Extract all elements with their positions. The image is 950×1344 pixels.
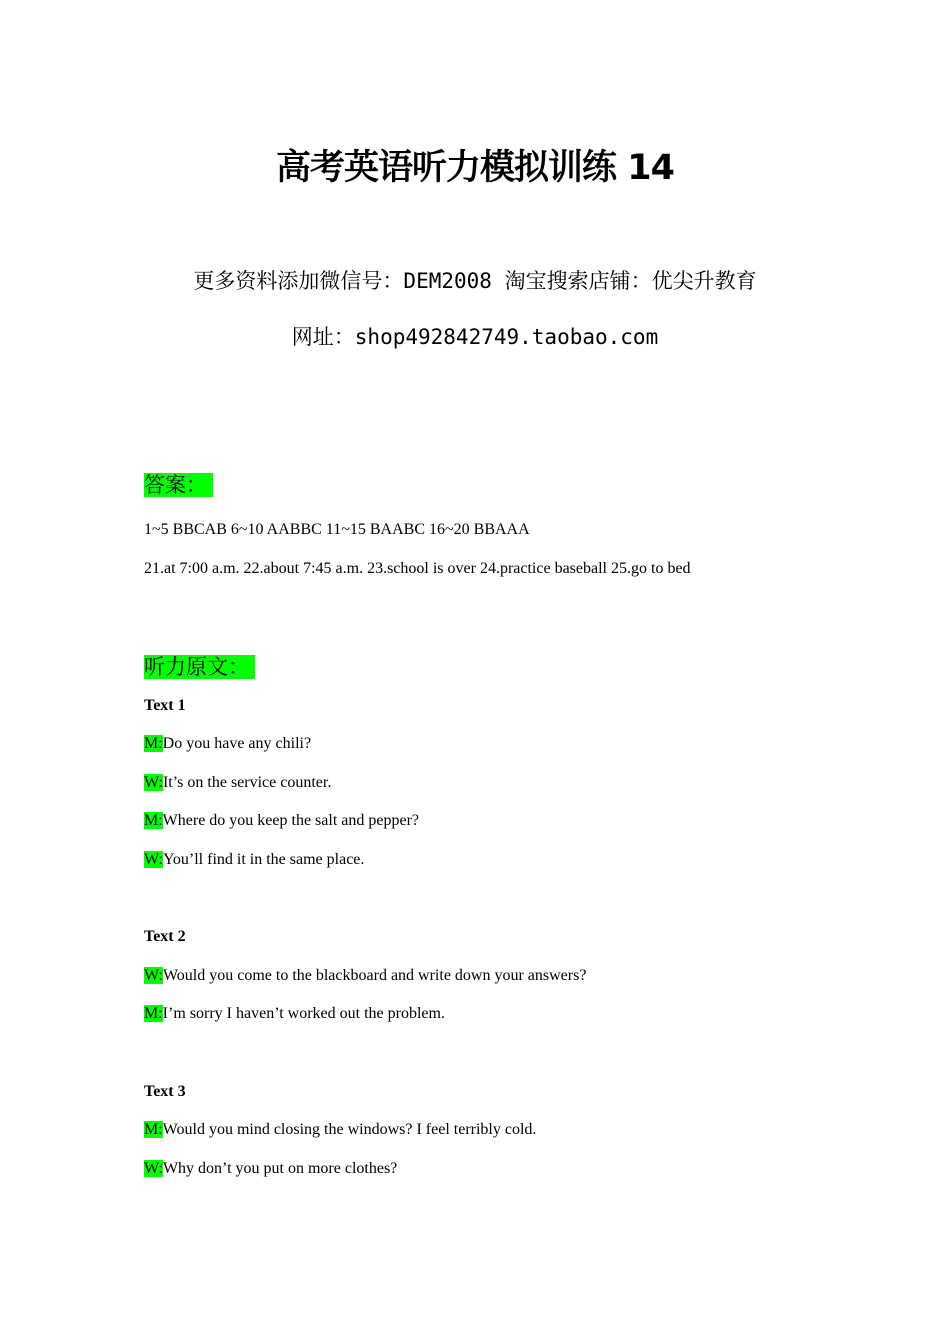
transcript-heading [144, 651, 255, 681]
speaker-label: W: [144, 851, 163, 868]
contact-line: 更多资料添加微信号：DEM2008 淘宝搜索店铺：优尖升教育 [193, 269, 757, 293]
dialogue-line [144, 1005, 445, 1023]
speaker-label: M: [144, 1121, 163, 1138]
dialogue-line [144, 1160, 397, 1178]
dialogue-text: Where do you keep the salt and pepper? [162, 812, 420, 829]
dialogue-text: Why don’t you put on more clothes? [162, 1160, 398, 1177]
dialogue-line [144, 735, 311, 753]
speaker-label: W: [144, 774, 163, 791]
speaker-label: M: [144, 1005, 163, 1022]
dialogue-text: Do you have any chili? [162, 735, 312, 752]
dialogue-text: It’s on the service counter. [162, 774, 332, 791]
page-title: 高考英语听力模拟训练 14 [276, 148, 674, 188]
dialogue-text: Would you mind closing the windows? I feel terribly cold. [162, 1121, 537, 1138]
answers-line-2: 21.at 7:00 a.m. 22.about 7:45 a.m. 23.school is over 24.practice baseball 25.go to bed [144, 560, 691, 577]
dialogue-text: Would you come to the blackboard and write down your answers? [162, 967, 587, 984]
answers-line-1: 1~5 BBCAB 6~10 AABBC 11~15 BAABC 16~20 BBAAA [144, 521, 530, 538]
dialogue-line [144, 1121, 536, 1139]
dialogue-text: I’m sorry I haven’t worked out the problem. [162, 1005, 445, 1022]
dialogue-text: You’ll find it in the same place. [162, 851, 365, 868]
url-line: 网址：shop492842749.taobao.com [291, 325, 659, 349]
text-3-title: Text 3 [144, 1083, 186, 1100]
dialogue-line [144, 851, 364, 869]
speaker-label: W: [144, 967, 163, 984]
speaker-label: M: [144, 812, 163, 829]
text-1-title: Text 1 [144, 697, 186, 714]
speaker-label: M: [144, 735, 163, 752]
answers-heading-label: 答案： [144, 473, 213, 497]
dialogue-line [144, 774, 331, 792]
dialogue-line [144, 812, 419, 830]
answers-heading [144, 469, 213, 499]
speaker-label: W: [144, 1160, 163, 1177]
dialogue-line [144, 967, 586, 985]
transcript-heading-label: 听力原文： [144, 655, 255, 679]
text-2-title: Text 2 [144, 928, 186, 945]
